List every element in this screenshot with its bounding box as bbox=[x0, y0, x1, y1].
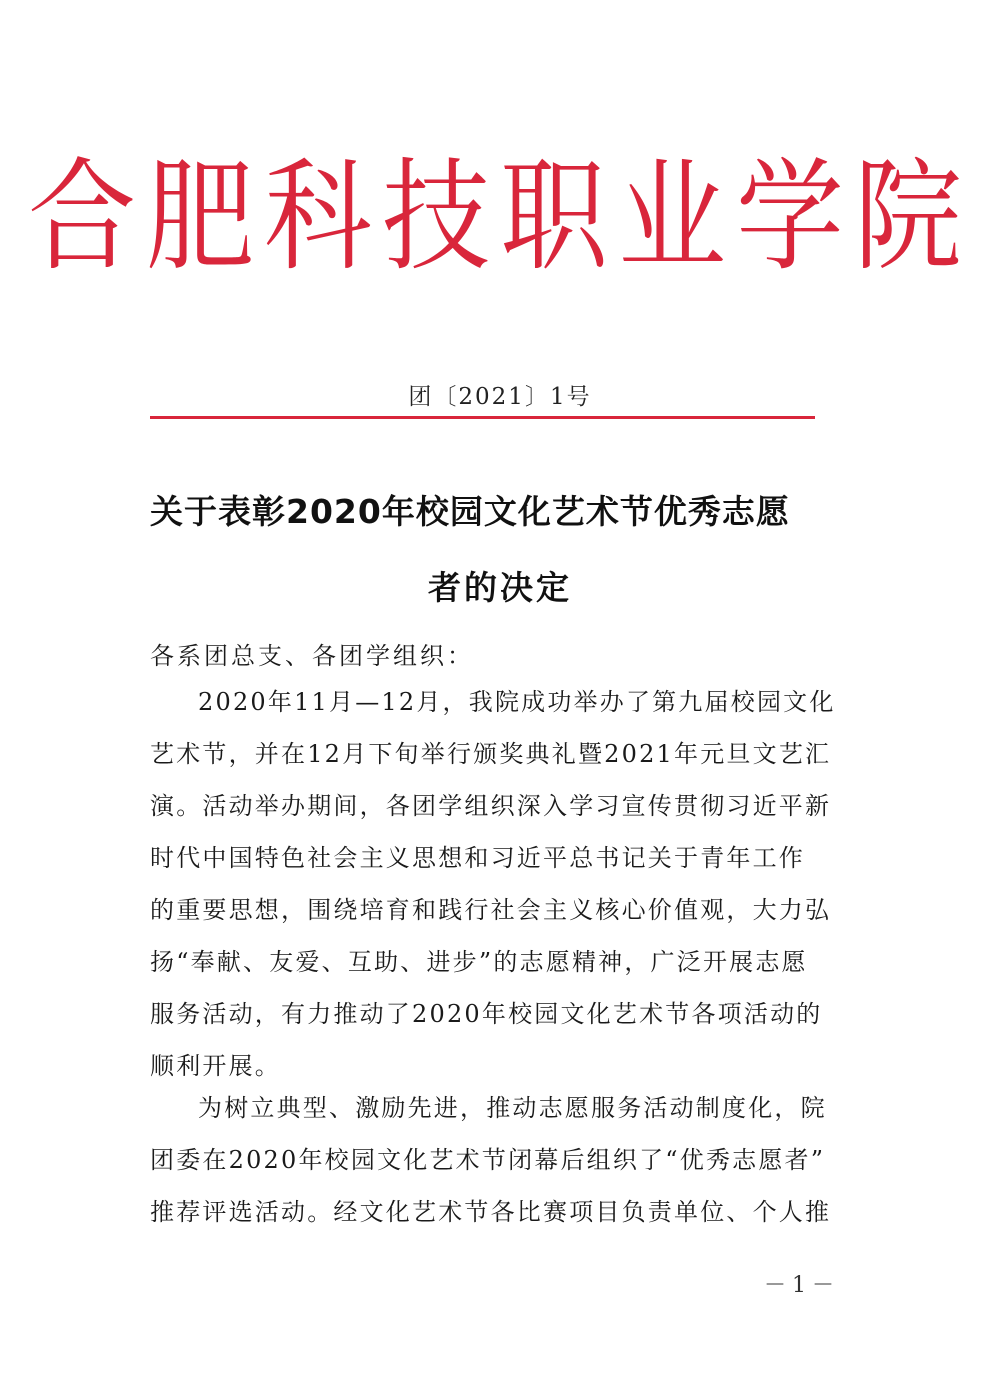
paragraph-line: 推荐评选活动。经文化艺术节各比赛项目负责单位、个人推 bbox=[150, 1198, 832, 1226]
paragraph-line: 扬“奉献、友爱、互助、进步”的志愿精神，广泛开展志愿 bbox=[150, 948, 808, 976]
org-name-header: 合肥科技职业学院 bbox=[27, 147, 972, 288]
paragraph-line: 艺术节，并在12月下旬举行颁奖典礼暨2021年元旦文艺汇 bbox=[150, 740, 832, 768]
document-title-line-1: 关于表彰2020年校园文化艺术节优秀志愿 bbox=[150, 492, 790, 531]
body-paragraph-2 bbox=[150, 1082, 830, 1238]
paragraph-line: 时代中国特色社会主义思想和习近平总书记关于青年工作 bbox=[150, 844, 805, 872]
body-paragraph-1 bbox=[150, 676, 836, 1092]
paragraph-line: 为树立典型、激励先进，推动志愿服务活动制度化，院 bbox=[198, 1094, 827, 1122]
paragraph-line: 的重要思想，围绕培育和践行社会主义核心价值观，大力弘 bbox=[150, 896, 832, 924]
document-number: 团〔2021〕1号 bbox=[408, 384, 592, 410]
paragraph-line: 服务活动，有力推动了2020年校园文化艺术节各项活动的 bbox=[150, 1000, 823, 1028]
paragraph-line: 演。活动举办期间，各团学组织深入学习宣传贯彻习近平新 bbox=[150, 792, 832, 820]
paragraph-line: 团委在2020年校园文化艺术节闭幕后组织了“优秀志愿者” bbox=[150, 1146, 826, 1174]
paragraph-line: 顺利开展。 bbox=[150, 1052, 281, 1080]
document-title-line-2: 者的决定 bbox=[428, 568, 572, 607]
page-number: －1－ bbox=[764, 1273, 840, 1298]
paragraph-line: 2020年11月—12月，我院成功举办了第九届校园文化 bbox=[198, 688, 836, 716]
red-divider-line bbox=[150, 416, 815, 419]
salutation: 各系团总支、各团学组织： bbox=[150, 642, 474, 670]
